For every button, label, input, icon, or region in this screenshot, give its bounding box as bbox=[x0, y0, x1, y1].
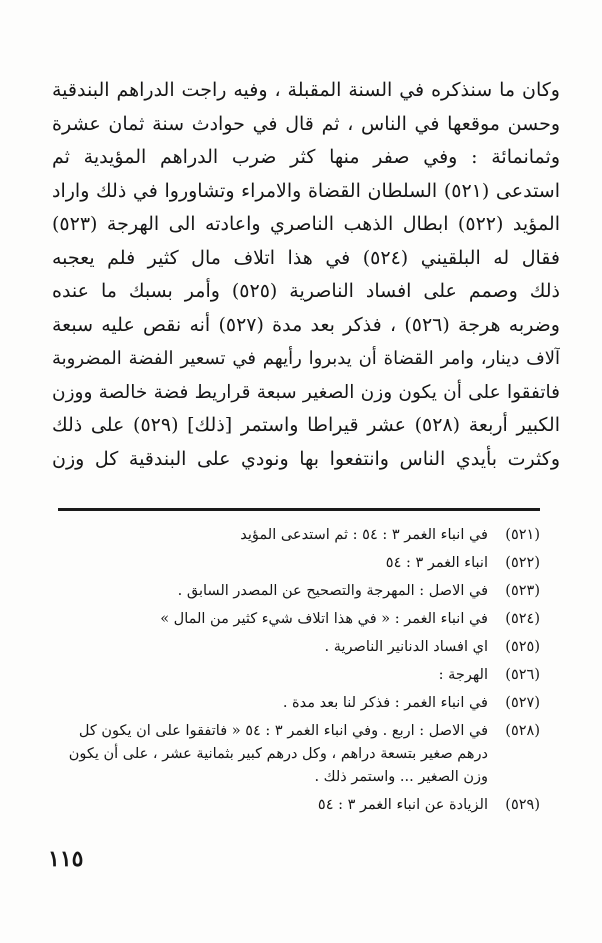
text-line: آلاف دينار، وامر القضاة أن يدبروا رأيهم في تسعير الفضة المضروبة bbox=[52, 348, 560, 369]
footnote bbox=[60, 692, 540, 715]
footnote-number: (٥٢٧) bbox=[505, 695, 540, 711]
footnote-number: (٥٢٣) bbox=[505, 583, 540, 599]
footnote-number: (٥٢٩) bbox=[505, 797, 540, 813]
footnote-number: (٥٢١) bbox=[505, 527, 540, 543]
footnote bbox=[60, 524, 540, 547]
text-line: وكثرت بأيدي الناس وانتفعوا بها ونودي على البندقية كل وزن bbox=[52, 447, 560, 470]
footnotes bbox=[60, 524, 540, 817]
footnote bbox=[60, 794, 540, 817]
text-line: وثمانمائة : وفي صفر منها كثر ضرب الدراهم المؤيدية ثم bbox=[52, 146, 560, 168]
footnote-number: (٥٢٢) bbox=[505, 555, 540, 571]
text-line: وكان ما سنذكره في السنة المقبلة ، وفيه راجت الدراهم البندقية bbox=[52, 79, 560, 101]
footnote-number: (٥٢٤) bbox=[505, 611, 540, 627]
footnote-text: في انباء الغمر : فذكر لنا بعد مدة . bbox=[282, 695, 488, 711]
footnote bbox=[60, 664, 540, 687]
footnote-text: اي افساد الدنانير الناصرية . bbox=[324, 639, 488, 655]
text-line: فقال له البلقيني (٥٢٤) في هذا اتلاف مال كثير فلم يعجبه bbox=[52, 246, 560, 269]
footnote-text: في الاصل : المهرجة والتصحيح عن المصدر السابق . bbox=[177, 583, 488, 599]
footnote-divider bbox=[58, 508, 540, 511]
main-text bbox=[52, 74, 560, 476]
footnote bbox=[60, 580, 540, 603]
footnote bbox=[60, 552, 540, 575]
text-line: وحسن موقعها في الناس ، ثم قال في حوادث سنة ثمان عشرة bbox=[52, 112, 560, 135]
footnote-text: في انباء الغمر ٣ : ٥٤ : ثم استدعى المؤيد bbox=[240, 527, 488, 543]
footnote-number: (٥٢٨) bbox=[505, 723, 540, 739]
footnote-text: انباء الغمر ٣ : ٥٤ bbox=[385, 555, 488, 571]
text-line: وضربه هرجة (٥٢٦) ، فذكر بعد مدة (٥٢٧) أنه نقص عليه سبعة bbox=[52, 313, 560, 336]
text-line: فاتفقوا على أن يكون وزن الصغير سبعة قراريط فضة خالصة ووزن bbox=[52, 381, 560, 403]
footnote-text: في الاصل : اربع . وفي انباء الغمر ٣ : ٥٤ « فاتفقوا على ان يكون كل درهم صغير بتسعة دراهم ، وكل درهم كبير بثمانية عشر ، على أن يكون وزن الصغير ... واستمر ذلك . bbox=[68, 723, 488, 785]
footnote-number: (٥٢٦) bbox=[505, 667, 540, 683]
footnote-text: في انباء الغمر : « في هذا اتلاف شيء كثير من المال » bbox=[160, 611, 488, 627]
footnote-text: الهرجة : bbox=[438, 667, 488, 683]
text-line: استدعى (٥٢١) السلطان القضاة والامراء وتشاوروا في ذلك واراد bbox=[52, 179, 560, 202]
footnote-number: (٥٢٥) bbox=[505, 639, 540, 655]
page-number: ١١٥ bbox=[48, 846, 84, 872]
text-line: المؤيد (٥٢٢) ابطال الذهب الناصري واعادته الى الهرجة (٥٢٣) bbox=[52, 213, 560, 235]
text-line: ذلك وصمم على افساد الناصرية (٥٢٥) وأمر بسبك ما عنده bbox=[52, 280, 560, 302]
footnote bbox=[60, 608, 540, 631]
footnote-text: الزيادة عن انباء الغمر ٣ : ٥٤ bbox=[317, 797, 488, 813]
footnote bbox=[60, 636, 540, 659]
text-line: الكبير أربعة (٥٢٨) عشر قيراطا واستمر [ذلك] (٥٢٩) على ذلك bbox=[52, 414, 560, 436]
footnote bbox=[60, 720, 540, 789]
